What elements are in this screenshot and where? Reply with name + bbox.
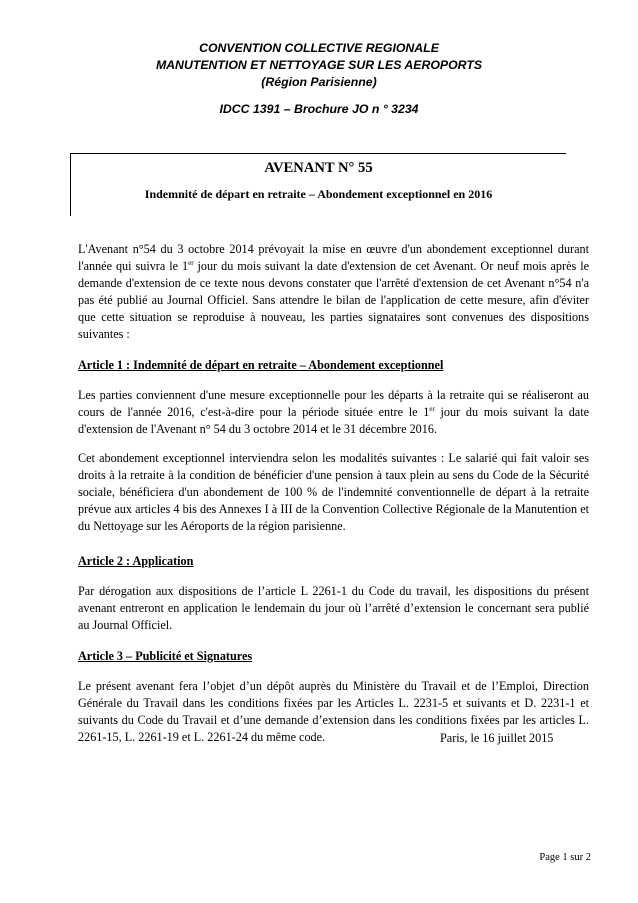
article-1-paragraph-2: Cet abondement exceptionnel interviendra selon les modalités suivantes : Le salarié qui fait valoir ses droits à la retraite à la condition de bénéficier d'une pension à taux plein au sens du Code de la Sécurité sociale, bénéficiera d'un abondement de 100 % de l'indemnité conventionnelle de départ à la retraite prévue aux articles 4 bis des Annexes I à III de la Convention Collective Régionale de la Manutention et du Nettoyage sur les Aéroports de la région parisienne. [78,451,589,533]
article-3-paragraph: Le présent avenant fera l’objet d’un dépôt auprès du Ministère du Travail et de l’Emploi, Direction Générale du Travail dans les conditions fixées par les Articles L. 2231-5 et suivants et D. 2231-1 et suivants du Code du Travail et d’une demande d’extension dans les conditions fixées par les articles L. 2261-15, L. 2261-19 et L. 2261-24 du même code. [78,679,589,744]
article-1-superscript: er [429,404,435,413]
intro-text-2: jour du mois suivant la date d'extension de cet Avenant. Or neuf mois après le demande d'extension de ce texte nous devons constater que l'arrêté d'extension de cet Avenant n°54 n'a pas été publié au Journal Officiel. Sans attendre le bilan de l'application de cette mesure, afin d'éviter que cette situation se reproduise à nouveau, les parties signataires sont convenues des dispositions suivantes : [78,259,589,341]
header-line-3: (Région Parisienne) [261,75,377,89]
article-2-heading: Article 2 : Application [78,554,194,568]
article-1-heading: Article 1 : Indemnité de départ en retraite – Abondement exceptionnel [78,358,444,372]
intro-paragraph [78,241,589,343]
document-body [78,241,589,746]
document-header [0,40,638,118]
article-1-text-1: Les parties conviennent d'une mesure exceptionnelle pour les départs à la retraite qui se réaliseront au cours de l'année 2016, c'est-à-dire pour la période située entre le 1 [78,388,589,419]
avenant-title: AVENANT N° 55 [264,160,373,176]
header-line-1: CONVENTION COLLECTIVE REGIONALE [199,41,439,55]
avenant-subtitle: Indemnité de départ en retraite – Abondement exceptionnel en 2016 [144,187,493,201]
avenant-title-box [70,153,566,216]
page-number: Page 1 sur 2 [539,852,591,863]
intro-superscript: er [188,258,194,267]
article-1-text-2: jour du mois suivant la date d'extension de l'Avenant n° 54 du 3 octobre 2014 et le 31 décembre 2016. [78,405,590,436]
intro-text-1: L'Avenant n°54 du 3 octobre 2014 prévoyait la mise en œuvre d'un abondement exceptionnel durant l'année qui suivra le 1 [78,242,589,273]
signature-date: Paris, le 16 juillet 2015 [440,731,554,745]
article-1-paragraph-1 [78,387,589,438]
header-idcc: IDCC 1391 – Brochure JO n ° 3234 [219,102,419,116]
article-2-paragraph: Par dérogation aux dispositions de l’article L 2261-1 du Code du travail, les dispositions du présent avenant entreront en application le lendemain du jour où l’arrêté d’extension le concernant sera publié au Journal Officiel. [78,584,589,632]
article-3-heading: Article 3 – Publicité et Signatures [78,649,253,663]
header-line-2: MANUTENTION ET NETTOYAGE SUR LES AEROPORTS [155,58,483,72]
